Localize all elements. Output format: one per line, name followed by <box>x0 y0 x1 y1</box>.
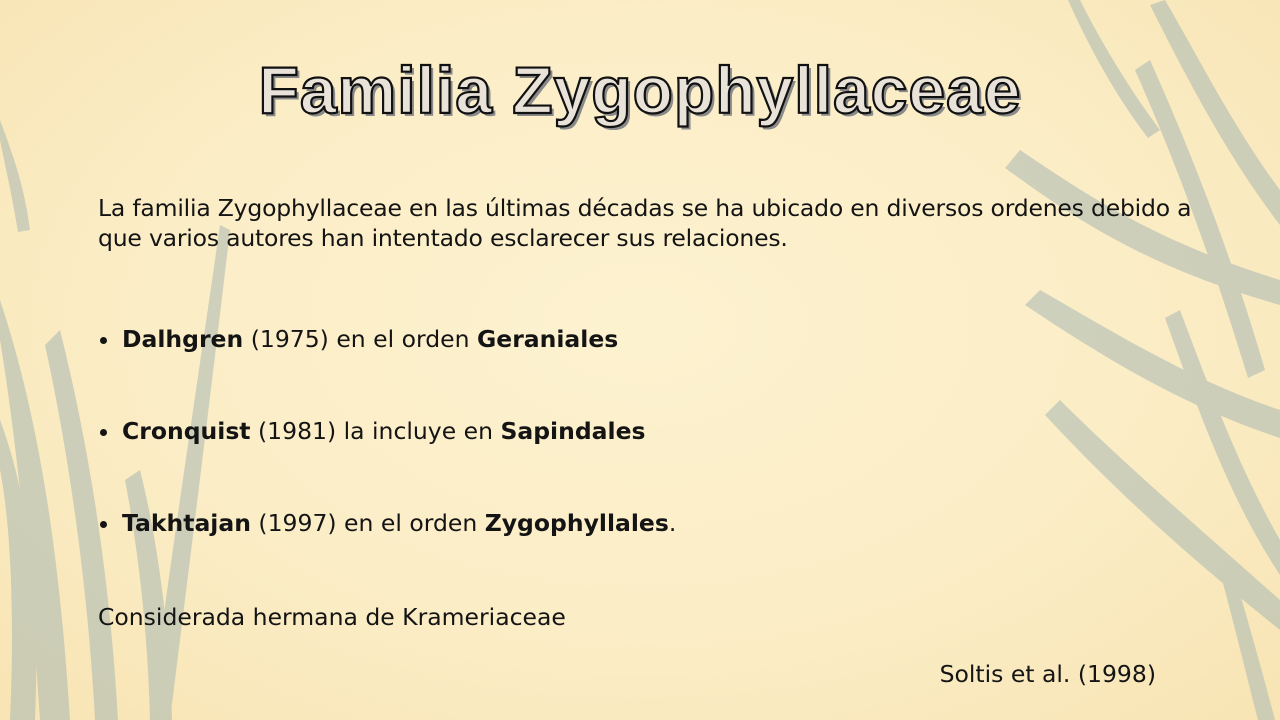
author-name: Dalhgren <box>122 325 244 353</box>
list-item <box>98 325 618 353</box>
order-name: Geraniales <box>476 325 619 353</box>
slide-body <box>98 193 1198 631</box>
intro-paragraph: La familia Zygophyllaceae en las últimas décadas se ha ubicado en diversos ordenes debido a que varios autores han intentado esclarecer sus relaciones. <box>98 194 1192 252</box>
page-title: Familia Zygophyllaceae <box>258 53 1022 127</box>
bullet-text: (1981) la incluye en <box>250 417 501 445</box>
order-name: Sapindales <box>500 417 646 445</box>
bullet-dot-icon <box>100 521 107 528</box>
bullet-dot-icon <box>100 429 107 436</box>
author-name: Takhtajan <box>122 509 251 537</box>
bullet-text: (1975) en el orden <box>243 325 477 353</box>
bullet-dot-icon <box>100 337 107 344</box>
author-name: Cronquist <box>122 417 251 445</box>
bullet-suffix: . <box>668 509 677 537</box>
citation: Soltis et al. (1998) <box>939 660 1156 688</box>
bullet-text: (1997) en el orden <box>250 509 485 537</box>
list-item <box>98 417 646 445</box>
order-name: Zygophyllales <box>484 509 669 537</box>
closing-statement: Considerada hermana de Krameriaceae <box>98 603 566 631</box>
list-item <box>98 509 676 537</box>
